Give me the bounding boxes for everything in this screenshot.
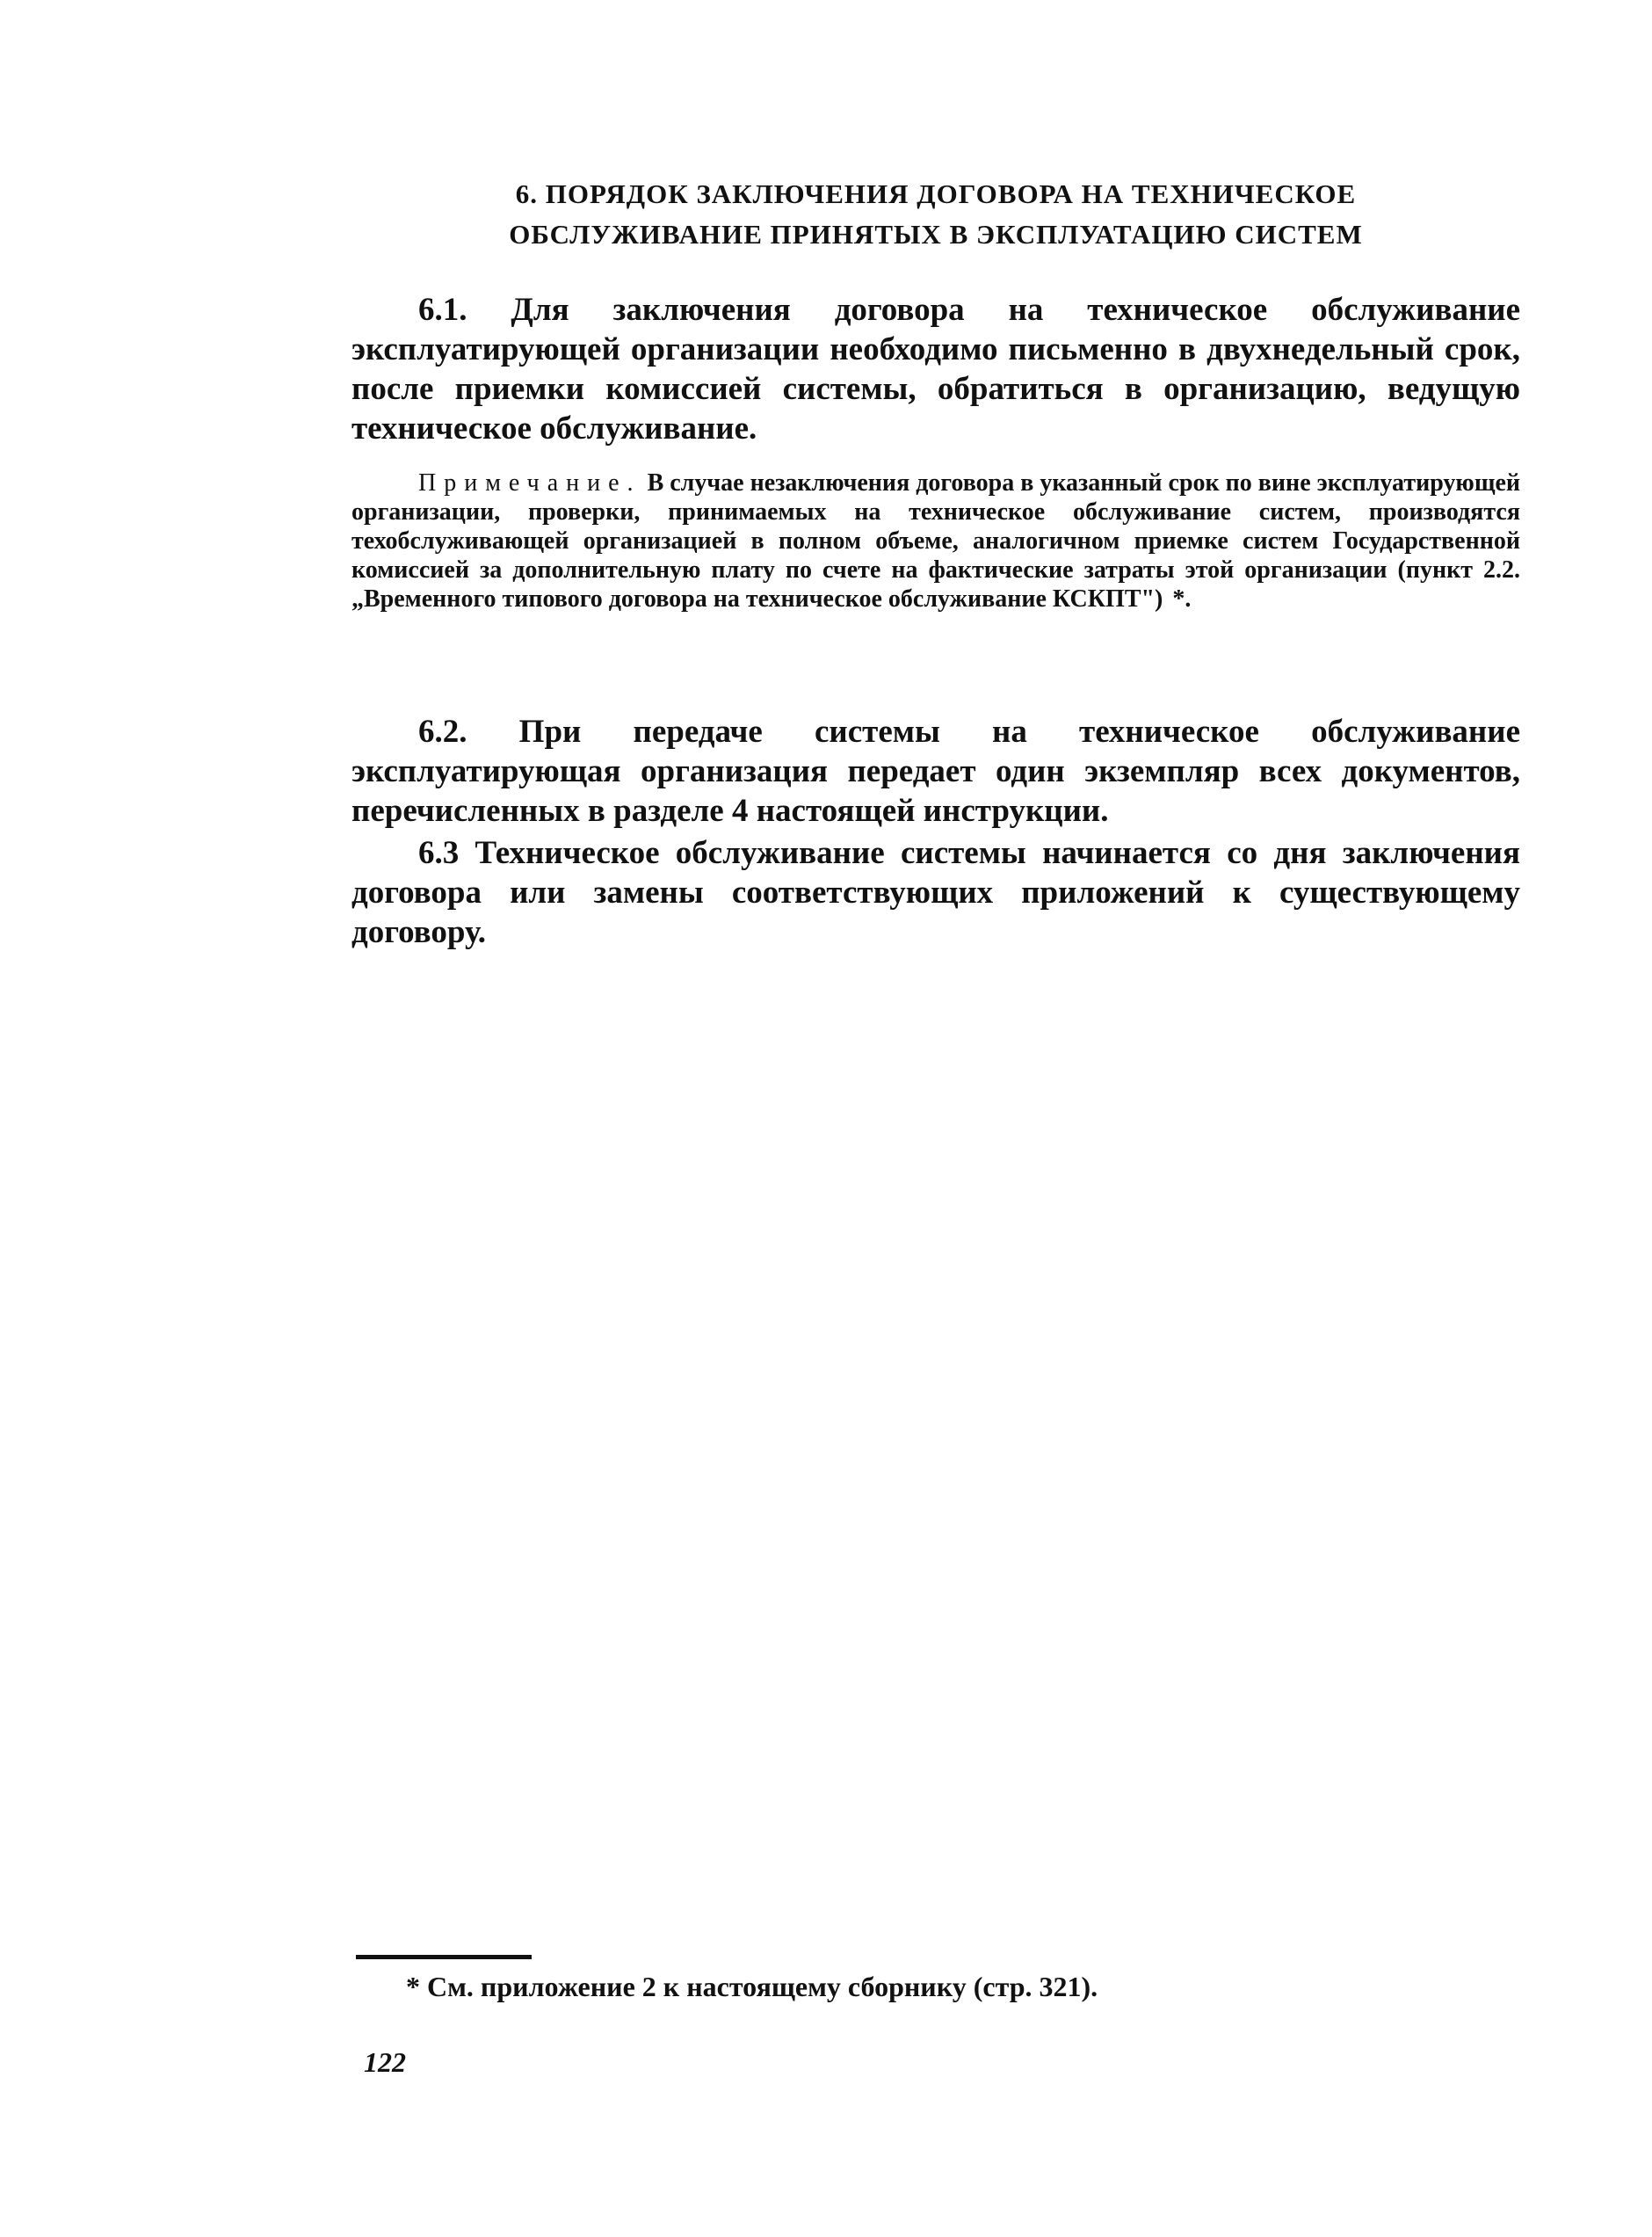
section-heading-line-2: ОБСЛУЖИВАНИЕ ПРИНЯТЫХ В ЭКСПЛУАТАЦИЮ СИСТЕМ — [509, 219, 1363, 250]
note-text: В случае незаключения договора в указанный срок по вине эксплуатирующей организации, проверки, принимаемых на техническое обслуживание систем, производятся техобслуживающей организацией в полном объеме, аналогичном приемке систем Государственной комиссией за дополнительную плату по счете на фактические затраты этой организации (пункт 2.2. „Временного типового договора на техническое обслуживание КСКПТ") — [351, 469, 1521, 613]
note-label: Примечание. — [418, 469, 641, 497]
footnote: * См. приложение 2 к настоящему сборнику (стр. 321). — [406, 1971, 1098, 2002]
paragraph-6-3: 6.3 Техническое обслуживание системы начинается со дня заключения договора или замены соответствующих приложений к существующему договору. — [351, 835, 1520, 950]
page-number: 122 — [364, 2046, 406, 2078]
note-block — [351, 468, 1520, 614]
note-footnote-mark: *. — [1172, 585, 1192, 613]
section-heading — [351, 174, 1520, 255]
paragraph-6-1: 6.1. Для заключения договора на техническое обслуживание эксплуатирующей организации необходимо письменно в двухнедельный срок, после приемки комиссией системы, обратиться в организацию, ведущую техническое обслуживание. — [351, 292, 1520, 447]
paragraph-6-2: 6.2. При передаче системы на техническое обслуживание эксплуатирующая организация передает один экземпляр всех документов, перечисленных в разделе 4 настоящей инструкции. — [351, 714, 1520, 829]
section-heading-line-1: 6. ПОРЯДОК ЗАКЛЮЧЕНИЯ ДОГОВОРА НА ТЕХНИЧЕСКОЕ — [515, 178, 1357, 209]
footnote-divider — [356, 1955, 532, 1959]
